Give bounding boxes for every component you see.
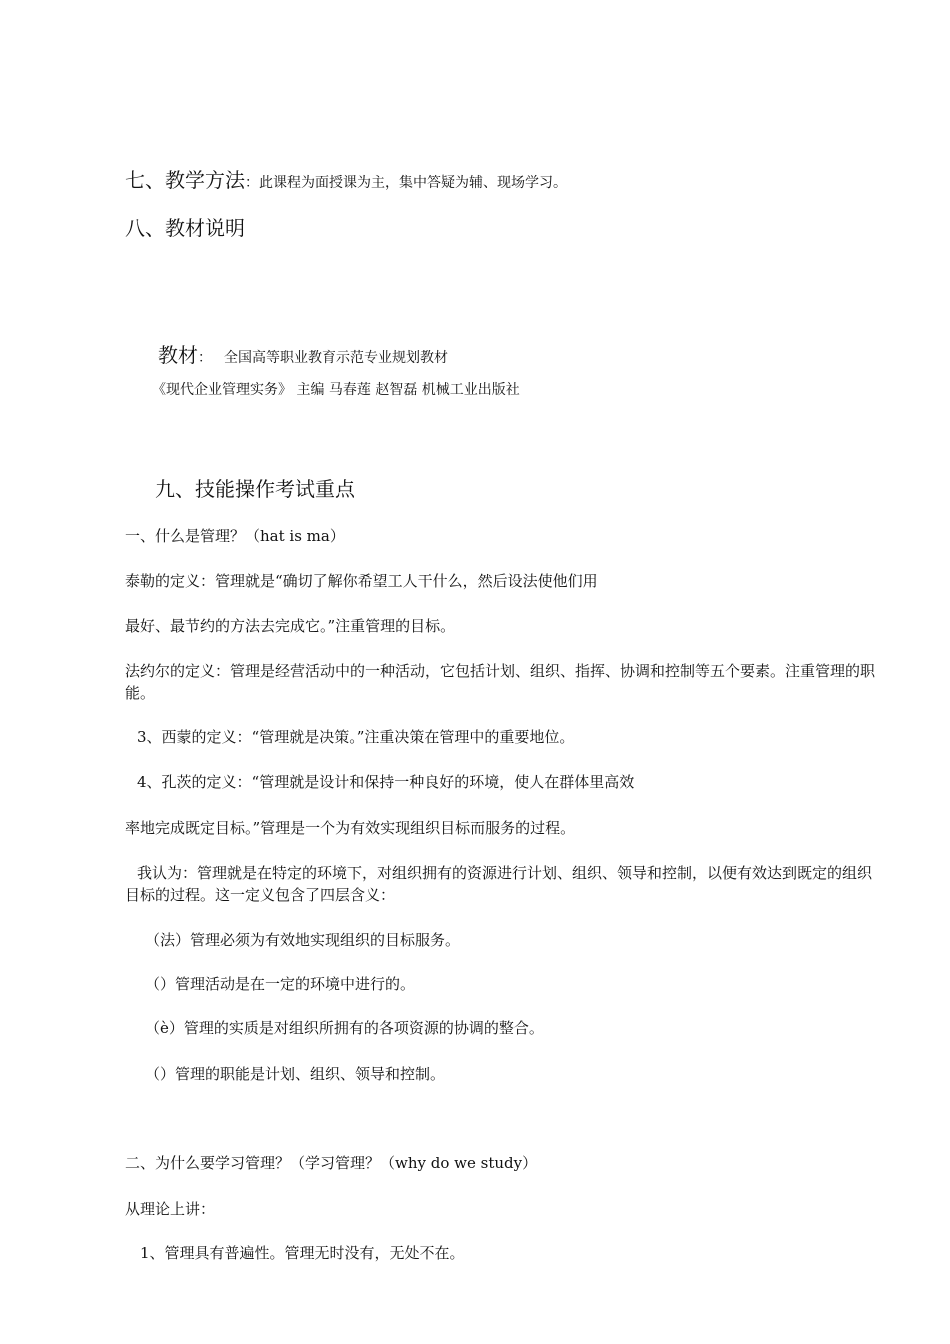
textbook-colon: ：	[198, 350, 212, 366]
paragraph-koontz-2: 率地完成既定目标。”管理是一个为有效实现组织目标而服务的过程。	[125, 819, 576, 837]
paragraph-meaning-2: （）管理活动是在一定的环境中进行的。	[145, 975, 416, 993]
paragraph-taylor-2: 最好、最节约的方法去完成它。”注重管理的目标。	[125, 617, 456, 635]
paragraph-what-is-management: 一、什么是管理？（hat is ma）	[125, 527, 345, 545]
paragraph-meaning-3: （è）管理的实质是对组织所拥有的各项资源的协调的整合。	[145, 1019, 544, 1037]
paragraph-meaning-1: （法）管理必须为有效地实现组织的目标服务。	[145, 931, 461, 949]
section-8-heading: 八、教材说明	[125, 216, 245, 240]
section-7-heading	[125, 167, 567, 196]
paragraph-taylor-1: 泰勒的定义：管理就是“确切了解你希望工人干什么，然后设法使他们用	[125, 572, 598, 590]
paragraph-universality: 1、管理具有普遍性。管理无时没有，无处不在。	[140, 1244, 465, 1262]
paragraph-theory: 从理论上讲：	[125, 1200, 216, 1218]
textbook-label: 教材	[158, 343, 198, 367]
paragraph-fayol: 法约尔的定义：管理是经营活动中的一种活动，它包括计划、组织、指挥、协调和控制等五个要素。注重管理的职能。	[125, 662, 876, 702]
section-9-heading: 九、技能操作考试重点	[155, 477, 355, 501]
paragraph-meaning-4: （）管理的职能是计划、组织、领导和控制。	[145, 1065, 446, 1083]
paragraph-why-study: 二、为什么要学习管理？（学习管理？（why do we study）	[125, 1154, 538, 1172]
paragraph-koontz-1: 4、孔茨的定义：“管理就是设计和保持一种良好的环境，使人在群体里高效	[137, 773, 635, 791]
teaching-method-text: ：此课程为面授课为主，集中答疑为辅、现场学习。	[245, 175, 567, 191]
textbook-detail: 《现代企业管理实务》 主编 马春莲 赵智磊 机械工业出版社	[152, 382, 520, 398]
textbook-series: 全国高等职业教育示范专业规划教材	[224, 350, 448, 366]
paragraph-my-definition: 我认为：管理就是在特定的环境下，对组织拥有的资源进行计划、组织、领导和控制，以便有效达到既定的组织目标的过程。这一定义包含了四层含义：	[125, 864, 873, 904]
textbook-line	[158, 342, 448, 371]
section-7-title: 七、教学方法	[125, 168, 245, 192]
paragraph-simon: 3、西蒙的定义：“管理就是决策。”注重决策在管理中的重要地位。	[137, 728, 575, 746]
